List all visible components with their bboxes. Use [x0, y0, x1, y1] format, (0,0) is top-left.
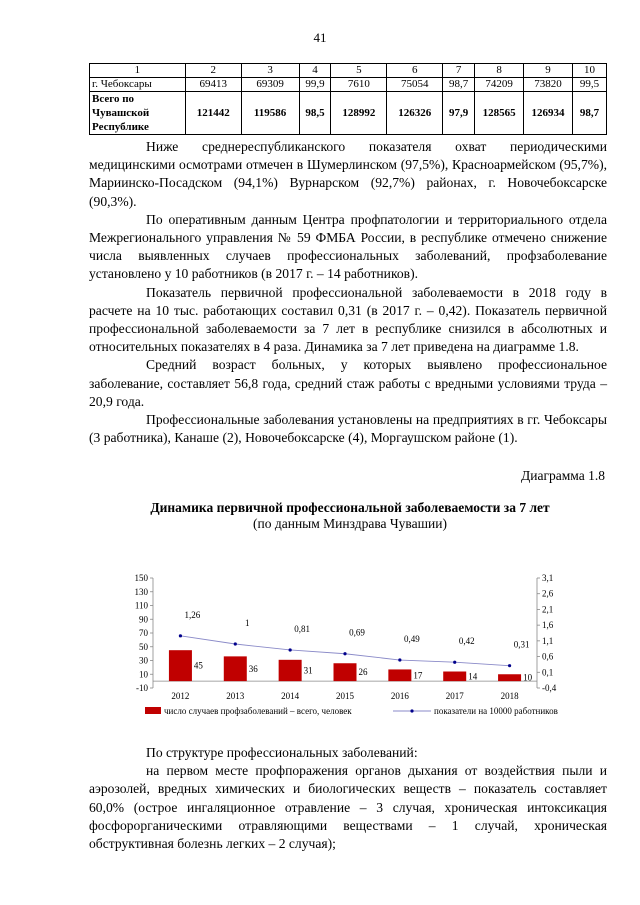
- legend-line-label: показатели на 10000 работников: [434, 706, 558, 716]
- bar: [279, 660, 302, 681]
- table-cell: 128992: [331, 92, 387, 135]
- table-cell: 7610: [331, 78, 387, 92]
- bar: [498, 674, 521, 681]
- right-tick-label: 2,6: [542, 588, 554, 599]
- rate-point: [179, 634, 182, 637]
- category-label: 2015: [336, 691, 354, 701]
- bar-value-label: 36: [248, 663, 258, 674]
- page-number: 41: [313, 30, 327, 45]
- table-cell: 126934: [524, 92, 573, 135]
- bar: [224, 656, 247, 681]
- bar: [334, 663, 357, 681]
- right-tick-label: -0,4: [542, 683, 557, 693]
- category-label: 2014: [281, 691, 300, 701]
- table-header-cell: 6: [387, 64, 443, 78]
- rate-point: [453, 661, 456, 664]
- legend-line-marker: [410, 709, 413, 712]
- paragraph: По оперативным данным Центра профпатологии и территориального отдела Межрегионального управления № 59 ФМБА России, в республике отмечено снижение числа выявленных случаев профессиональных заболеваний, профзаболевание установлено у 10 работников (в 2017 г. – 14 работников).: [89, 211, 607, 282]
- table-cell: 97,9: [443, 92, 475, 135]
- rate-point: [289, 648, 292, 651]
- table-cell: 69413: [185, 78, 241, 92]
- left-tick-label: 110: [134, 600, 148, 611]
- legend-bar-label: число случаев профзаболеваний – всего, человек: [164, 706, 352, 716]
- chart-title: Динамика первичной профессиональной заболеваемости за 7 лет: [150, 500, 550, 515]
- left-tick-label: -10: [136, 683, 148, 693]
- category-label: 2012: [171, 691, 190, 701]
- table-header-cell: 9: [524, 64, 573, 78]
- table-cell: 74209: [475, 78, 524, 92]
- table-cell: 99,5: [572, 78, 606, 92]
- right-tick-label: 2,1: [542, 604, 554, 615]
- bar-value-label: 31: [303, 665, 313, 676]
- diagram-label: Диаграмма 1.8: [521, 468, 605, 483]
- paragraph: Профессиональные заболевания установлены на предприятиях в гг. Чебоксары (3 работника), Канаше (2), Новочебоксарске (4), Моргаушском районе (1).: [89, 412, 607, 446]
- rate-point: [234, 642, 237, 645]
- paragraph: Средний возраст больных, у которых выявлено профессиональное заболевание, составляет 56,8 года, средний стаж работы с вредными условиями труда – 20,9 года.: [89, 357, 607, 409]
- table-cell: 128565: [475, 92, 524, 135]
- right-tick-label: 0,1: [542, 667, 554, 678]
- table-cell: 119586: [241, 92, 299, 135]
- left-tick-label: 10: [139, 669, 148, 680]
- table-cell: 98,7: [443, 78, 475, 92]
- table-cell: 73820: [524, 78, 573, 92]
- table-cell: 99,9: [299, 78, 331, 92]
- table-cell: 75054: [387, 78, 443, 92]
- category-label: 2017: [445, 691, 464, 701]
- bar-value-label: 14: [468, 671, 478, 682]
- bar-value-label: 45: [193, 660, 203, 671]
- rate-value-label: 0,69: [349, 627, 365, 638]
- right-tick-label: 0,6: [542, 651, 554, 662]
- structure-paragraph: на первом месте профпоражения органов дыхания от воздействия пыли и аэрозолей, вредных химических и биологических веществ – показатель составляет 60,0% (острое ингаляционное отравление – 3 случая, хроническая интоксикация фосфорорганическими отравляющими веществами – 1 случай, хроническая обструктивная болезнь легких – 2 случая);: [89, 763, 607, 852]
- category-label: 2013: [226, 691, 245, 701]
- rate-point: [398, 658, 401, 661]
- rate-point: [508, 664, 511, 667]
- table-cell: 98,5: [299, 92, 331, 135]
- category-label: 2018: [500, 691, 519, 701]
- left-tick-label: 30: [139, 655, 148, 666]
- left-tick-label: 70: [139, 628, 148, 638]
- table-header-cell: 10: [572, 64, 606, 78]
- left-tick-label: 50: [139, 641, 148, 652]
- bar: [169, 650, 192, 681]
- left-tick-label: 150: [134, 573, 148, 583]
- rate-value-label: 0,31: [513, 639, 530, 650]
- rate-value-label: 0,81: [294, 623, 311, 634]
- right-tick-label: 3,1: [542, 573, 554, 583]
- bar-value-label: 17: [413, 670, 423, 681]
- bar-value-label: 26: [358, 667, 368, 678]
- table-header-cell: 4: [299, 64, 331, 78]
- table-cell: 121442: [185, 92, 241, 135]
- table-header-cell: 1: [90, 64, 186, 78]
- right-tick-label: 1,6: [542, 620, 554, 631]
- table-header-cell: 2: [185, 64, 241, 78]
- table-header-cell: 3: [241, 64, 299, 78]
- rate-point: [343, 652, 346, 655]
- table-header-cell: 5: [331, 64, 387, 78]
- bottom-text: [89, 744, 607, 853]
- left-tick-label: 90: [139, 614, 148, 625]
- table-cell: 69309: [241, 78, 299, 92]
- rate-value-label: 1: [245, 618, 250, 628]
- table-cell: Всего по Чувашской Республике: [90, 92, 186, 135]
- bar: [443, 672, 466, 682]
- left-tick-label: 130: [134, 586, 148, 597]
- table-cell: г. Чебоксары: [90, 78, 186, 92]
- paragraph: Ниже среднереспубликанского показателя охват периодическими медицинскими осмотрами отмечен в Шумерлинском (97,5%), Красноармейском (95,7%), Мариинско-Посадском (94,1%) Вурнарском (92,7%) районах, г. Новочебоксарске (90,3%).: [89, 139, 607, 209]
- chart-subtitle: (по данным Минздрава Чувашии): [253, 516, 447, 531]
- structure-heading: По структуре профессиональных заболеваний:: [146, 745, 418, 760]
- legend-bar-swatch: [145, 707, 161, 714]
- rate-value-label: 0,49: [403, 634, 420, 645]
- table-cell: 126326: [387, 92, 443, 135]
- table-header-cell: 7: [443, 64, 475, 78]
- bar-value-label: 10: [523, 672, 533, 683]
- right-tick-label: 1,1: [542, 635, 554, 646]
- paragraph: Показатель первичной профессиональной заболеваемости в 2018 году в расчете на 10 тыс. работающих составил 0,31 (в 2017 г. – 0,42). Показатель первичной профессиональной заболеваемости за 7 лет в республике снизился в абсолютных и относительных показателях в 4 раза. Динамика за 7 лет приведена на диаграмме 1.8.: [89, 284, 607, 355]
- category-label: 2016: [390, 691, 409, 701]
- bar: [388, 669, 411, 681]
- rate-value-label: 0,42: [458, 636, 475, 647]
- rate-value-label: 1,26: [184, 609, 201, 620]
- table-cell: 98,7: [572, 92, 606, 135]
- table-header-cell: 8: [475, 64, 524, 78]
